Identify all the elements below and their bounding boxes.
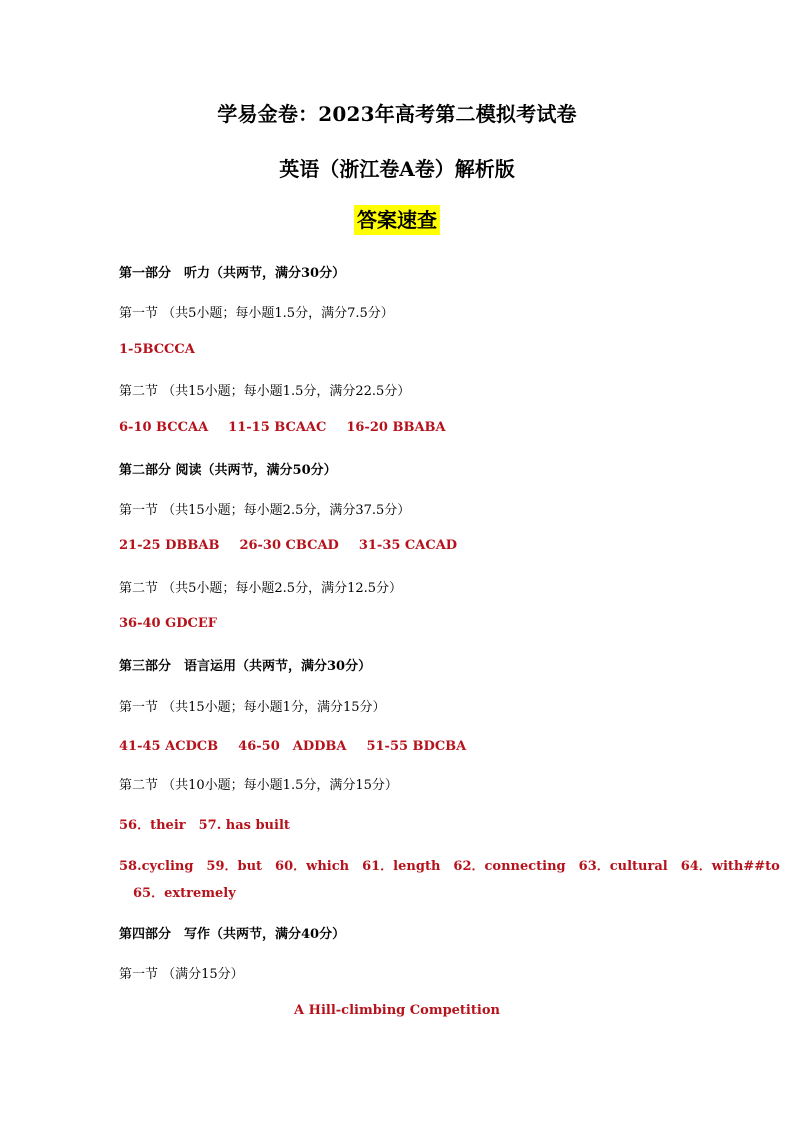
answer-group: 46-50 ADDBA bbox=[238, 739, 347, 754]
part3-section2-label: 第二节 （共10小题；每小题1.5分，满分15分） bbox=[119, 778, 398, 793]
answer-group: 26-30 CBCAD bbox=[239, 538, 339, 553]
document-subtitle: 英语（浙江卷A卷）解析版 bbox=[279, 157, 515, 181]
document-title: 学易金卷：2023年高考第二模拟考试卷 bbox=[217, 102, 577, 126]
part1-section1-label: 第一节 （共5小题；每小题1.5分，满分7.5分） bbox=[119, 306, 394, 321]
part4-heading: 第四部分 写作（共两节，满分40分） bbox=[119, 927, 346, 942]
part3-section1-answers bbox=[119, 735, 466, 754]
part3-section2-answers-line2: 58.cycling 59．but 60．which 61．length 62．connecting 63．cultural 64．with##to bbox=[119, 859, 780, 874]
part2-section1-label: 第一节 （共15小题；每小题2.5分，满分37.5分） bbox=[119, 503, 411, 518]
answer-heading-wrap bbox=[0, 205, 794, 235]
part3-section1-label: 第一节 （共15小题；每小题1分，满分15分） bbox=[119, 700, 386, 715]
part4-section1-label: 第一节 （满分15分） bbox=[119, 967, 244, 982]
answer-group: 31-35 CACAD bbox=[358, 538, 458, 553]
answer-group: 16-20 BBABA bbox=[346, 420, 446, 435]
part2-section2-answers: 36-40 GDCEF bbox=[119, 616, 217, 631]
part3-heading: 第三部分 语言运用（共两节，满分30分） bbox=[119, 659, 372, 674]
essay-title: A Hill-climbing Competition bbox=[294, 1003, 500, 1018]
part2-heading: 第二部分 阅读（共两节，满分50分） bbox=[119, 463, 337, 478]
answer-group: 6-10 BCCAA bbox=[119, 420, 209, 435]
answer-group: 21-25 DBBAB bbox=[119, 538, 220, 553]
answer-group: 11-15 BCAAC bbox=[228, 420, 327, 435]
part1-heading: 第一部分 听力（共两节，满分30分） bbox=[119, 266, 346, 281]
answer-group: 51-55 BDCBA bbox=[366, 739, 467, 754]
part3-section2-answers-line1: 56．their 57. has built bbox=[119, 818, 290, 833]
part2-section1-answers bbox=[119, 538, 457, 553]
answer-heading: 答案速查 bbox=[354, 205, 440, 235]
answer-group: 41-45 ACDCB bbox=[119, 739, 219, 754]
part2-section2-label: 第二节 （共5小题；每小题2.5分，满分12.5分） bbox=[119, 581, 403, 596]
part1-section2-label: 第二节 （共15小题；每小题1.5分，满分22.5分） bbox=[119, 384, 411, 399]
part3-section2-answers-line3: 65．extremely bbox=[133, 886, 236, 901]
part1-section2-answers bbox=[119, 420, 446, 435]
part1-section1-answers: 1-5BCCCA bbox=[119, 342, 195, 357]
